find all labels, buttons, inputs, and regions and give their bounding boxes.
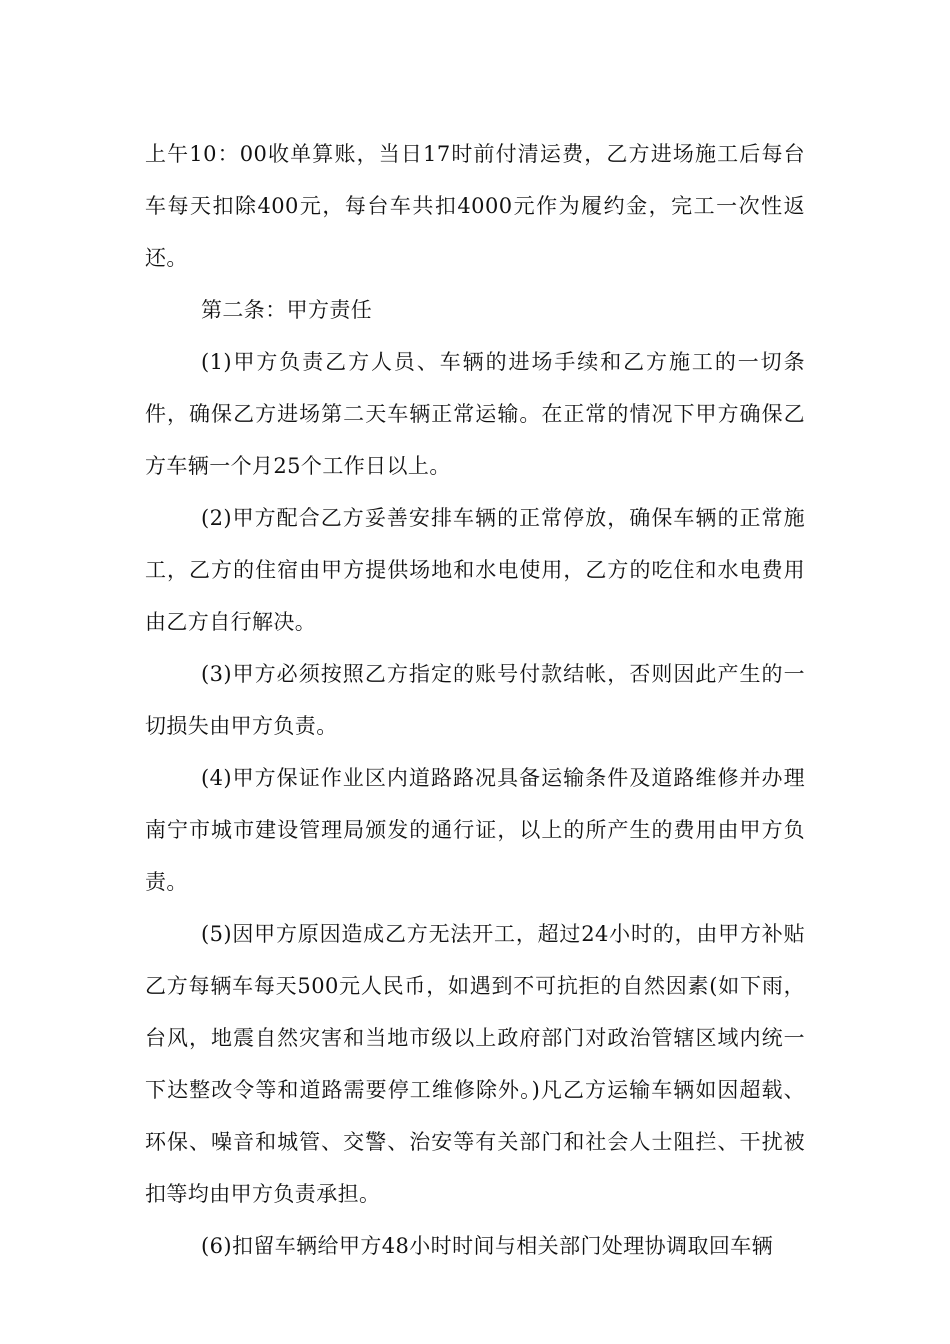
paragraph-settlement-terms: 上午10：00收单算账，当日17时前付清运费，乙方进场施工后每台车每天扣除400元，每台车共扣4000元作为履约金，完工一次性返还。	[145, 142, 805, 270]
clause-1: (1)甲方负责乙方人员、车辆的进场手续和乙方施工的一切条件，确保乙方进场第二天车辆正常运输。在正常的情况下甲方确保乙方车辆一个月25个工作日以上。	[145, 350, 805, 478]
clause-3: (3)甲方必须按照乙方指定的账号付款结帐，否则因此产生的一切损失由甲方负责。	[145, 662, 805, 738]
clause-4: (4)甲方保证作业区内道路路况具备运输条件及道路维修并办理南宁市城市建设管理局颁发的通行证，以上的所产生的费用由甲方负责。	[145, 766, 805, 894]
section-heading-party-a-responsibilities: 第二条：甲方责任	[201, 298, 373, 322]
document-body	[145, 128, 805, 1272]
clause-5: (5)因甲方原因造成乙方无法开工，超过24小时的，由甲方补贴乙方每辆车每天500元人民币，如遇到不可抗拒的自然因素(如下雨，台风，地震自然灾害和当地市级以上政府部门对政治管辖区域内统一下达整改令等和道路需要停工维修除外。)凡乙方运输车辆如因超载、环保、噪音和城管、交警、治安等有关部门和社会人士阻拦、干扰被扣等均由甲方负责承担。	[145, 922, 805, 1206]
clause-6: (6)扣留车辆给甲方48小时时间与相关部门处理协调取回车辆	[201, 1234, 774, 1258]
clause-2: (2)甲方配合乙方妥善安排车辆的正常停放，确保车辆的正常施工，乙方的住宿由甲方提供场地和水电使用，乙方的吃住和水电费用由乙方自行解决。	[145, 506, 805, 634]
